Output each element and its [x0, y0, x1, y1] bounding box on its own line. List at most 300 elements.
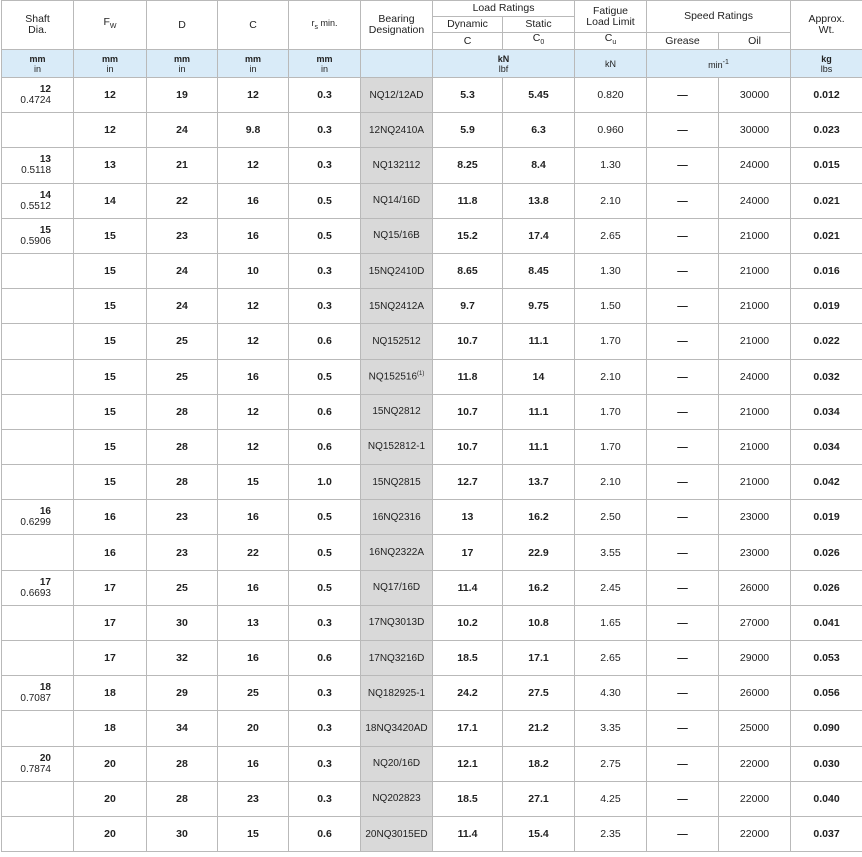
cell-designation: NQ15/16B [361, 218, 433, 253]
cell-d: 29 [147, 676, 218, 711]
cell-shaft-dia [2, 183, 74, 218]
cell-c: 10 [218, 253, 289, 288]
cell-d: 25 [147, 324, 218, 359]
shaft-in: 0.5906 [20, 235, 51, 247]
load-ratings-header: Load Ratings [433, 1, 575, 17]
cell-weight: 0.056 [791, 676, 862, 711]
cell-static: 6.3 [503, 113, 575, 148]
cell-weight: 0.023 [791, 113, 862, 148]
shaft-mm: 18 [39, 682, 51, 694]
cell-rs: 0.3 [289, 781, 361, 816]
cell-grease [647, 148, 719, 183]
cell-shaft-dia [2, 500, 74, 535]
shaft-mm: 15 [39, 224, 51, 236]
cell-rs: 0.5 [289, 535, 361, 570]
cell-oil: 26000 [719, 570, 791, 605]
table-row [2, 218, 862, 253]
cell-grease [647, 500, 719, 535]
cell-fatigue: 0.960 [575, 113, 647, 148]
cell-oil: 21000 [719, 253, 791, 288]
cell-designation: 20NQ3015ED [361, 816, 433, 851]
cell-fw: 16 [74, 535, 147, 570]
unit-designation [361, 50, 433, 78]
cell-fw: 20 [74, 746, 147, 781]
cell-weight: 0.015 [791, 148, 862, 183]
cell-c: 9.8 [218, 113, 289, 148]
cell-d: 28 [147, 746, 218, 781]
dash-mark: — [677, 546, 688, 559]
cell-c: 25 [218, 676, 289, 711]
cell-d: 24 [147, 113, 218, 148]
table-row [2, 359, 862, 394]
shaft-in: 0.5118 [21, 165, 51, 177]
cell-c: 20 [218, 711, 289, 746]
cell-weight: 0.041 [791, 605, 862, 640]
cell-weight: 0.026 [791, 535, 862, 570]
table-row [2, 781, 862, 816]
cell-dynamic: 13 [433, 500, 503, 535]
cell-dynamic: 8.25 [433, 148, 503, 183]
cell-d: 34 [147, 711, 218, 746]
cell-static: 21.2 [503, 711, 575, 746]
cell-d: 28 [147, 394, 218, 429]
shaft-dia-header: Shaft Dia. [2, 1, 74, 50]
cell-dynamic: 15.2 [433, 218, 503, 253]
cell-rs: 0.6 [289, 429, 361, 464]
cell-weight: 0.026 [791, 570, 862, 605]
dynamic-c-header: C [433, 33, 503, 50]
cell-fw: 20 [74, 781, 147, 816]
cell-dynamic: 12.7 [433, 465, 503, 500]
cell-rs: 0.3 [289, 746, 361, 781]
cell-rs: 0.5 [289, 218, 361, 253]
dash-mark: — [677, 616, 688, 629]
cell-shaft-dia [2, 359, 74, 394]
cell-static: 10.8 [503, 605, 575, 640]
dash-mark: — [677, 229, 688, 242]
cell-static: 14 [503, 359, 575, 394]
shaft-in: 0.7874 [20, 763, 51, 775]
cell-grease [647, 781, 719, 816]
cell-fatigue: 2.10 [575, 183, 647, 218]
cell-rs: 0.5 [289, 500, 361, 535]
cell-fw: 15 [74, 218, 147, 253]
cell-dynamic: 5.3 [433, 78, 503, 113]
cell-fatigue: 1.65 [575, 605, 647, 640]
cell-oil: 24000 [719, 183, 791, 218]
static-header: Static [503, 17, 575, 33]
dash-mark: — [677, 194, 688, 207]
cell-fatigue: 1.70 [575, 324, 647, 359]
table-row [2, 253, 862, 288]
cell-grease [647, 113, 719, 148]
cell-shaft-dia [2, 218, 74, 253]
cell-d: 23 [147, 500, 218, 535]
cell-static: 16.2 [503, 500, 575, 535]
cell-rs: 0.6 [289, 324, 361, 359]
cell-fatigue: 4.25 [575, 781, 647, 816]
dash-mark: — [677, 124, 688, 137]
fatigue-load-limit-header: Fatigue Load Limit [575, 1, 647, 33]
cell-static: 11.1 [503, 394, 575, 429]
table-row [2, 605, 862, 640]
dash-mark: — [677, 511, 688, 524]
dash-mark: — [677, 335, 688, 348]
cell-c: 23 [218, 781, 289, 816]
cell-grease [647, 289, 719, 324]
cell-fatigue: 2.10 [575, 359, 647, 394]
cell-d: 24 [147, 253, 218, 288]
cell-fatigue: 2.35 [575, 816, 647, 851]
cell-oil: 23000 [719, 500, 791, 535]
cell-oil: 23000 [719, 535, 791, 570]
speed-ratings-header: Speed Ratings [647, 1, 791, 33]
cell-grease [647, 183, 719, 218]
cell-designation: NQ202823 [361, 781, 433, 816]
cell-oil: 30000 [719, 78, 791, 113]
cell-dynamic: 11.4 [433, 570, 503, 605]
cell-rs: 0.5 [289, 570, 361, 605]
table-row [2, 535, 862, 570]
cell-grease [647, 570, 719, 605]
cell-shaft-dia [2, 78, 74, 113]
table-row [2, 394, 862, 429]
cell-c: 16 [218, 183, 289, 218]
bearing-spec-table [1, 0, 862, 852]
dash-mark: — [677, 405, 688, 418]
cell-oil: 22000 [719, 746, 791, 781]
cell-static: 15.4 [503, 816, 575, 851]
cell-grease [647, 429, 719, 464]
cell-c: 16 [218, 218, 289, 253]
cell-designation: NQ14/16D [361, 183, 433, 218]
table-row [2, 676, 862, 711]
cell-weight: 0.019 [791, 289, 862, 324]
cell-d: 25 [147, 570, 218, 605]
shaft-mm: 12 [39, 84, 51, 96]
cell-shaft-dia [2, 711, 74, 746]
dash-mark: — [677, 300, 688, 313]
cell-c: 16 [218, 570, 289, 605]
cell-fatigue: 1.30 [575, 253, 647, 288]
cell-rs: 0.3 [289, 711, 361, 746]
cell-fw: 18 [74, 676, 147, 711]
cell-rs: 0.6 [289, 641, 361, 676]
dash-mark: — [677, 828, 688, 841]
cell-d: 23 [147, 218, 218, 253]
cell-d: 21 [147, 148, 218, 183]
unit-rs: mm in [289, 50, 361, 78]
cell-weight: 0.030 [791, 746, 862, 781]
footnote-marker: (1) [417, 370, 425, 377]
cell-fw: 18 [74, 711, 147, 746]
cell-grease [647, 746, 719, 781]
cell-grease [647, 359, 719, 394]
cell-d: 30 [147, 816, 218, 851]
cell-rs: 0.3 [289, 605, 361, 640]
cell-shaft-dia [2, 816, 74, 851]
approx-wt-header: Approx. Wt. [791, 1, 862, 50]
cell-weight: 0.042 [791, 465, 862, 500]
cell-oil: 21000 [719, 394, 791, 429]
rs-min-header: $r_s$ min. [289, 1, 361, 50]
cell-weight: 0.034 [791, 394, 862, 429]
cell-shaft-dia [2, 535, 74, 570]
cell-dynamic: 17.1 [433, 711, 503, 746]
cell-weight: 0.040 [791, 781, 862, 816]
cell-dynamic: 18.5 [433, 641, 503, 676]
cell-dynamic: 17 [433, 535, 503, 570]
shaft-mm: 16 [39, 506, 51, 518]
cell-rs: 1.0 [289, 465, 361, 500]
cell-dynamic: 9.7 [433, 289, 503, 324]
table-row [2, 324, 862, 359]
shaft-mm: 20 [39, 752, 51, 764]
cell-shaft-dia [2, 676, 74, 711]
cell-grease [647, 78, 719, 113]
cell-d: 28 [147, 465, 218, 500]
cell-fatigue: 4.30 [575, 676, 647, 711]
cell-static: 13.7 [503, 465, 575, 500]
cell-fatigue: 3.55 [575, 535, 647, 570]
cell-designation: NQ132112 [361, 148, 433, 183]
cell-weight: 0.019 [791, 500, 862, 535]
dash-mark: — [677, 792, 688, 805]
unit-fatigue: kN [575, 50, 647, 78]
cell-d: 30 [147, 605, 218, 640]
cell-grease [647, 676, 719, 711]
cell-oil: 24000 [719, 359, 791, 394]
cell-d: 32 [147, 641, 218, 676]
cell-grease [647, 253, 719, 288]
cell-fw: 15 [74, 429, 147, 464]
c-header: C [218, 1, 289, 50]
cell-dynamic: 12.1 [433, 746, 503, 781]
cell-weight: 0.037 [791, 816, 862, 851]
cell-fw: 15 [74, 324, 147, 359]
shaft-mm: 13 [39, 154, 51, 166]
cell-d: 22 [147, 183, 218, 218]
cell-shaft-dia [2, 746, 74, 781]
cell-shaft-dia [2, 429, 74, 464]
cell-designation: NQ152812-1 [361, 429, 433, 464]
cell-fatigue: 2.10 [575, 465, 647, 500]
table-row [2, 816, 862, 851]
cell-rs: 0.3 [289, 78, 361, 113]
cell-oil: 21000 [719, 429, 791, 464]
fatigue-cu-header: $C_u$ [575, 33, 647, 50]
cell-oil: 30000 [719, 113, 791, 148]
cell-rs: 0.3 [289, 676, 361, 711]
cell-dynamic: 11.8 [433, 359, 503, 394]
cell-oil: 21000 [719, 465, 791, 500]
dash-mark: — [677, 370, 688, 383]
cell-designation: NQ182925-1 [361, 676, 433, 711]
cell-rs: 0.3 [289, 148, 361, 183]
cell-shaft-dia [2, 289, 74, 324]
cell-oil: 26000 [719, 676, 791, 711]
cell-fw: 12 [74, 78, 147, 113]
unit-shaft: mm in [2, 50, 74, 78]
cell-shaft-dia [2, 253, 74, 288]
cell-designation: NQ152512 [361, 324, 433, 359]
cell-rs: 0.3 [289, 113, 361, 148]
cell-designation: 16NQ2316 [361, 500, 433, 535]
cell-weight: 0.021 [791, 218, 862, 253]
cell-oil: 24000 [719, 148, 791, 183]
cell-designation: 12NQ2410A [361, 113, 433, 148]
cell-shaft-dia [2, 465, 74, 500]
cell-c: 12 [218, 289, 289, 324]
cell-shaft-dia [2, 605, 74, 640]
cell-dynamic: 10.7 [433, 429, 503, 464]
cell-fatigue: 0.820 [575, 78, 647, 113]
bearing-designation-header: Bearing Designation [361, 1, 433, 50]
shaft-in: 0.6693 [20, 587, 51, 599]
cell-fatigue: 1.50 [575, 289, 647, 324]
cell-static: 22.9 [503, 535, 575, 570]
cell-rs: 0.5 [289, 359, 361, 394]
cell-static: 18.2 [503, 746, 575, 781]
cell-dynamic: 8.65 [433, 253, 503, 288]
dash-mark: — [677, 265, 688, 278]
dash-mark: — [677, 440, 688, 453]
cell-dynamic: 10.7 [433, 324, 503, 359]
cell-c: 12 [218, 429, 289, 464]
cell-rs: 0.5 [289, 183, 361, 218]
dash-mark: — [677, 476, 688, 489]
cell-fatigue: 3.35 [575, 711, 647, 746]
cell-fw: 15 [74, 289, 147, 324]
cell-weight: 0.022 [791, 324, 862, 359]
cell-fatigue: 2.65 [575, 641, 647, 676]
cell-dynamic: 11.8 [433, 183, 503, 218]
cell-designation: 15NQ2410D [361, 253, 433, 288]
table-row [2, 570, 862, 605]
cell-fw: 15 [74, 465, 147, 500]
cell-grease [647, 394, 719, 429]
cell-fw: 15 [74, 359, 147, 394]
oil-header: Oil [719, 33, 791, 50]
table-row [2, 500, 862, 535]
cell-grease [647, 465, 719, 500]
cell-grease [647, 816, 719, 851]
dash-mark: — [677, 89, 688, 102]
fw-header: $F_W$ [74, 1, 147, 50]
cell-fatigue: 2.65 [575, 218, 647, 253]
cell-oil: 22000 [719, 781, 791, 816]
static-c0-header: $C_0$ [503, 33, 575, 50]
table-row [2, 289, 862, 324]
cell-d: 28 [147, 429, 218, 464]
cell-d: 25 [147, 359, 218, 394]
cell-designation: 15NQ2812 [361, 394, 433, 429]
shaft-mm: 14 [39, 189, 51, 201]
cell-oil: 21000 [719, 324, 791, 359]
cell-grease [647, 218, 719, 253]
cell-designation: 15NQ2412A [361, 289, 433, 324]
cell-fatigue: 1.70 [575, 429, 647, 464]
cell-fw: 14 [74, 183, 147, 218]
cell-dynamic: 10.7 [433, 394, 503, 429]
cell-static: 9.75 [503, 289, 575, 324]
grease-header: Grease [647, 33, 719, 50]
cell-c: 15 [218, 465, 289, 500]
cell-shaft-dia [2, 324, 74, 359]
cell-fw: 15 [74, 394, 147, 429]
table-header [2, 1, 862, 50]
unit-weight: kg lbs [791, 50, 862, 78]
unit-c: mm in [218, 50, 289, 78]
cell-d: 28 [147, 781, 218, 816]
cell-oil: 25000 [719, 711, 791, 746]
cell-fw: 17 [74, 605, 147, 640]
cell-c: 22 [218, 535, 289, 570]
cell-rs: 0.3 [289, 253, 361, 288]
table-row [2, 711, 862, 746]
cell-dynamic: 24.2 [433, 676, 503, 711]
table-row [2, 148, 862, 183]
table-row [2, 641, 862, 676]
cell-rs: 0.6 [289, 816, 361, 851]
cell-c: 16 [218, 746, 289, 781]
cell-static: 27.5 [503, 676, 575, 711]
cell-static: 13.8 [503, 183, 575, 218]
cell-grease [647, 605, 719, 640]
cell-c: 12 [218, 148, 289, 183]
cell-oil: 21000 [719, 218, 791, 253]
cell-c: 15 [218, 816, 289, 851]
cell-c: 13 [218, 605, 289, 640]
cell-grease [647, 641, 719, 676]
cell-weight: 0.053 [791, 641, 862, 676]
cell-weight: 0.016 [791, 253, 862, 288]
cell-shaft-dia [2, 570, 74, 605]
cell-dynamic: 5.9 [433, 113, 503, 148]
cell-d: 19 [147, 78, 218, 113]
cell-grease [647, 535, 719, 570]
cell-designation: NQ17/16D [361, 570, 433, 605]
unit-d: mm in [147, 50, 218, 78]
cell-oil: 21000 [719, 289, 791, 324]
cell-d: 23 [147, 535, 218, 570]
dash-mark: — [677, 581, 688, 594]
cell-rs: 0.6 [289, 394, 361, 429]
cell-designation: NQ20/16D [361, 746, 433, 781]
cell-oil: 29000 [719, 641, 791, 676]
d-header: D [147, 1, 218, 50]
cell-fatigue: 2.45 [575, 570, 647, 605]
dash-mark: — [677, 652, 688, 665]
units-row [2, 50, 862, 78]
cell-grease [647, 324, 719, 359]
table-row [2, 746, 862, 781]
shaft-mm: 17 [39, 576, 51, 588]
cell-static: 8.45 [503, 253, 575, 288]
cell-fw: 20 [74, 816, 147, 851]
cell-c: 12 [218, 324, 289, 359]
unit-load-ratings: kN lbf [433, 50, 575, 78]
dash-mark: — [677, 159, 688, 172]
cell-shaft-dia [2, 113, 74, 148]
cell-c: 16 [218, 359, 289, 394]
cell-designation: 15NQ2815 [361, 465, 433, 500]
cell-fatigue: 2.75 [575, 746, 647, 781]
shaft-in: 0.5512 [20, 200, 51, 212]
cell-static: 27.1 [503, 781, 575, 816]
cell-c: 16 [218, 641, 289, 676]
dash-mark: — [677, 722, 688, 735]
